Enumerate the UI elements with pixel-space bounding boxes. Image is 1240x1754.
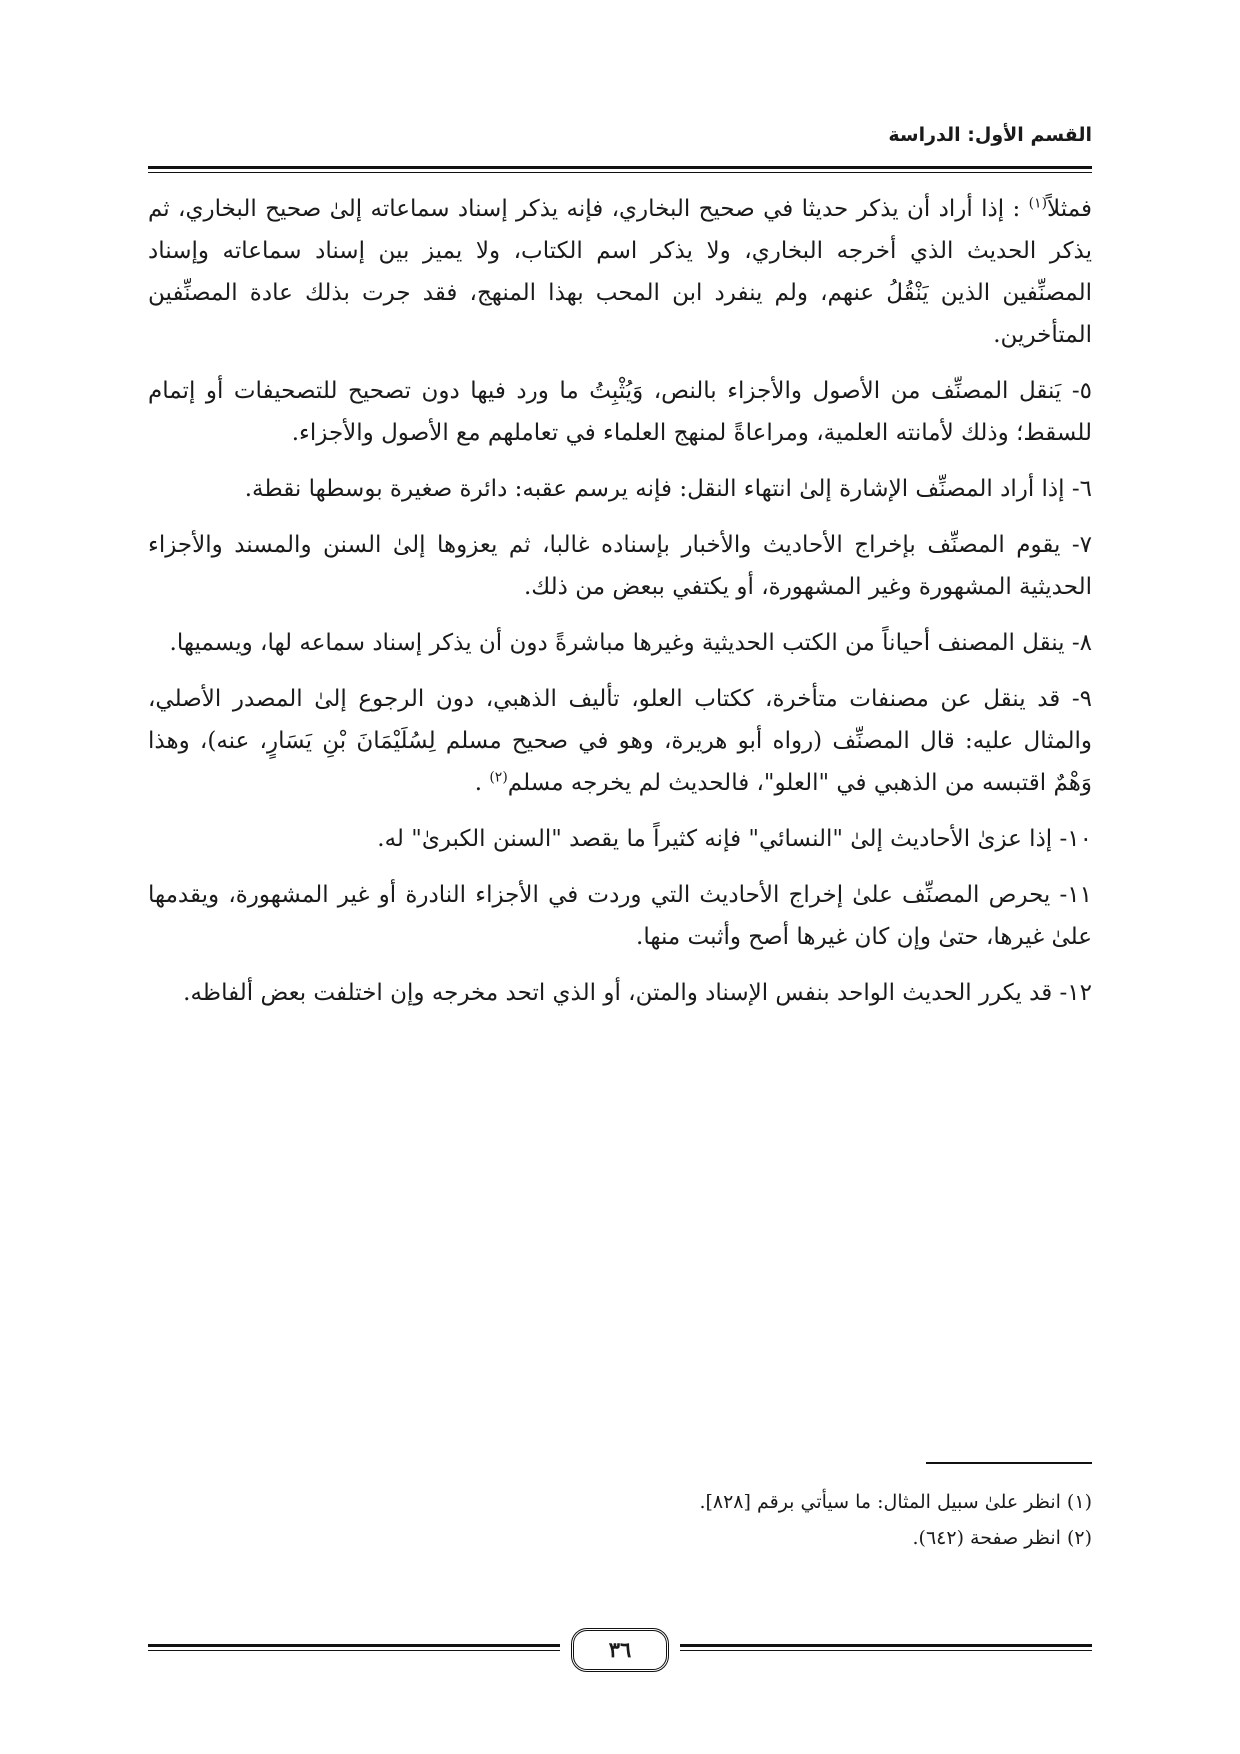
list-item-6: ٦- إذا أراد المصنِّف الإشارة إلىٰ انتهاء النقل: فإنه يرسم عقبه: دائرة صغيرة بوسطها نقطة. <box>244 476 1092 502</box>
footnote-ref-1[interactable]: (١) <box>1028 195 1048 212</box>
intro-text-start: فمثلاً <box>1047 196 1092 222</box>
page-number: ٣٦ <box>571 1628 669 1672</box>
footnote-ref-2[interactable]: (٢) <box>489 769 508 786</box>
footer-rule-left <box>148 1644 560 1651</box>
list-item-5: ٥- يَنقل المصنِّف من الأصول والأجزاء بالنص، وَيُثْبِتُ ما ورد فيها دون تصحيح للتصحيفات أو إتمام للسقط؛ وذلك لأمانته العلمية، ومراعاةً لمنهج العلماء في تعاملهم مع الأصول والأجزاء. <box>148 378 1092 446</box>
body-text <box>148 188 1092 1028</box>
intro-paragraph <box>148 188 1092 356</box>
list-item-7: ٧- يقوم المصنِّف بإخراج الأحاديث والأخبار بإسناده غالبا، ثم يعزوها إلىٰ السنن والمسند والأجزاء الحديثية المشهورة وغير المشهورة، أو يكتفي ببعض من ذلك. <box>148 532 1092 600</box>
page-footer <box>148 1628 1092 1674</box>
footnote-1: (١) انظر علىٰ سبيل المثال: ما سيأتي برقم [٨٢٨]. <box>699 1491 1092 1513</box>
footnote-separator <box>926 1462 1092 1464</box>
list-item-9-text: ٩- قد ينقل عن مصنفات متأخرة، ككتاب العلو، تأليف الذهبي، دون الرجوع إلىٰ المصدر الأصلي، والمثال عليه: قال المصنِّف (رواه أبو هريرة، وهو في صحيح مسلم لِسُلَيْمَانَ بْنِ يَسَارٍ، عنه)، وهذا وَهْمٌ اقتبسه من الذهبي في "العلو"، فالحديث لم يخرجه مسلم <box>148 686 1092 796</box>
list-item-8: ٨- ينقل المصنف أحياناً من الكتب الحديثية وغيرها مباشرةً دون أن يذكر إسناد سماعه لها، ويسميها. <box>169 630 1092 656</box>
list-item-12: ١٢- قد يكرر الحديث الواحد بنفس الإسناد والمتن، أو الذي اتحد مخرجه وإن اختلفت بعض ألفاظه. <box>183 980 1092 1006</box>
footnotes <box>148 1484 1092 1556</box>
footer-rule-right <box>680 1644 1092 1651</box>
footnote-2: (٢) انظر صفحة (٦٤٢). <box>912 1527 1092 1549</box>
header-rule <box>148 166 1092 173</box>
list-item-9 <box>148 678 1092 804</box>
list-item-10: ١٠- إذا عزىٰ الأحاديث إلىٰ "النسائي" فإنه كثيراً ما يقصد "السنن الكبرىٰ" له. <box>377 826 1092 852</box>
intro-text-rest: : إذا أراد أن يذكر حديثا في صحيح البخاري، فإنه يذكر إسناد سماعاته إلىٰ صحيح البخاري، ثم يذكر الحديث الذي أخرجه البخاري، ولا يذكر اسم الكتاب، ولا يميز بين إسناد سماعاته وإسناد المصنِّفين الذين يَنْقُلُ عنهم، ولم ينفرد ابن المحب بهذا المنهج، فقد جرت بذلك عادة المصنِّفين المتأخرين. <box>148 196 1092 348</box>
running-header: القسم الأول: الدراسة <box>888 124 1092 146</box>
list-item-9-end: . <box>474 770 490 796</box>
list-item-11: ١١- يحرص المصنِّف علىٰ إخراج الأحاديث التي وردت في الأجزاء النادرة أو غير المشهورة، ويقدمها علىٰ غيرها، حتىٰ وإن كان غيرها أصح وأثبت منها. <box>148 882 1092 950</box>
